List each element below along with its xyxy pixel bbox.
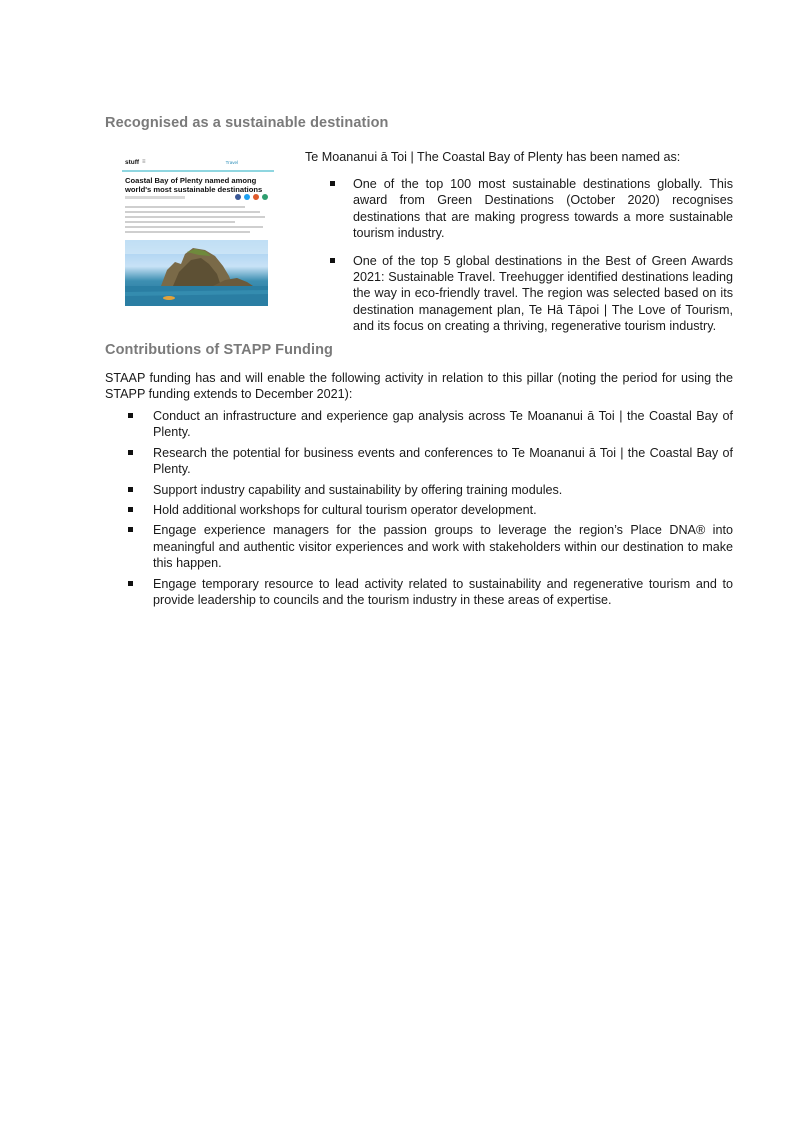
site-logo: stuff	[125, 159, 140, 166]
square-bullet-icon	[128, 527, 133, 532]
activity-text: Hold additional workshops for cultural tourism operator development.	[153, 503, 537, 518]
list-item	[128, 408, 733, 441]
list-item	[128, 576, 733, 609]
section-heading-stapp-funding: Contributions of STAPP Funding	[105, 342, 333, 358]
email-icon	[253, 194, 259, 200]
twitter-icon	[244, 194, 250, 200]
thumbnail-body-text	[125, 206, 271, 236]
thumbnail-site-header	[122, 158, 274, 172]
square-bullet-icon	[128, 487, 133, 492]
thumbnail-headline: Coastal Bay of Plenty named among world's most sustainable destinations	[125, 176, 263, 194]
menu-icon: ≡	[142, 159, 146, 165]
activity-text: Support industry capability and sustainability by offering training modules.	[153, 482, 563, 497]
list-item	[128, 502, 733, 518]
funding-paragraph: STAAP funding has and will enable the following activity in relation to this pillar (noting the period for using the STAPP funding extends to December 2021):	[105, 371, 733, 402]
award-list	[330, 176, 733, 346]
facebook-icon	[235, 194, 241, 200]
activity-list	[128, 408, 733, 612]
list-item	[128, 522, 733, 571]
island-photo	[125, 240, 268, 306]
share-icons	[235, 194, 268, 200]
square-bullet-icon	[330, 181, 335, 186]
award-text: One of the top 5 global destinations in the Best of Green Awards 2021: Sustainable Travel. Treehugger identified destinations leading the way in eco-friendly travel. The region was selected based on its destination management plan, Te Hā Tāpoi | The Love of Tourism, and its focus on creating a thriving, regenerative tourism industry.	[353, 253, 733, 334]
list-item	[128, 445, 733, 478]
square-bullet-icon	[128, 450, 133, 455]
square-bullet-icon	[330, 258, 335, 263]
intro-text: Te Moananui ā Toi | The Coastal Bay of Plenty has been named as:	[305, 150, 681, 164]
activity-text: Engage experience managers for the passion groups to leverage the region’s Place DNA® into meaningful and authentic visitor experiences and work with stakeholders within our destination to make this happen.	[153, 523, 733, 571]
square-bullet-icon	[128, 581, 133, 586]
square-bullet-icon	[128, 507, 133, 512]
thumbnail-byline	[125, 196, 185, 199]
award-text: One of the top 100 most sustainable destinations globally. This award from Green Destinations (October 2020) recognises destinations that are making progress towards a more sustainable tourism industry.	[353, 177, 733, 241]
activity-text: Research the potential for business events and conferences to Te Moananui ā Toi | the Coastal Bay of Plenty.	[153, 445, 733, 477]
list-item	[128, 482, 733, 498]
activity-text: Engage temporary resource to lead activity related to sustainability and regenerative tourism and to provide leadership to councils and the tourism industry in these areas of expertise.	[153, 576, 733, 608]
list-item	[330, 253, 733, 335]
news-article-thumbnail	[122, 158, 274, 308]
section-heading-sustainable-destination: Recognised as a sustainable destination	[105, 115, 389, 131]
activity-text: Conduct an infrastructure and experience gap analysis across Te Moananui ā Toi | the Coastal Bay of Plenty.	[153, 409, 733, 440]
thumbnail-section-link: Travel	[225, 160, 238, 165]
square-bullet-icon	[128, 413, 133, 418]
whatsapp-icon	[262, 194, 268, 200]
list-item	[330, 176, 733, 242]
